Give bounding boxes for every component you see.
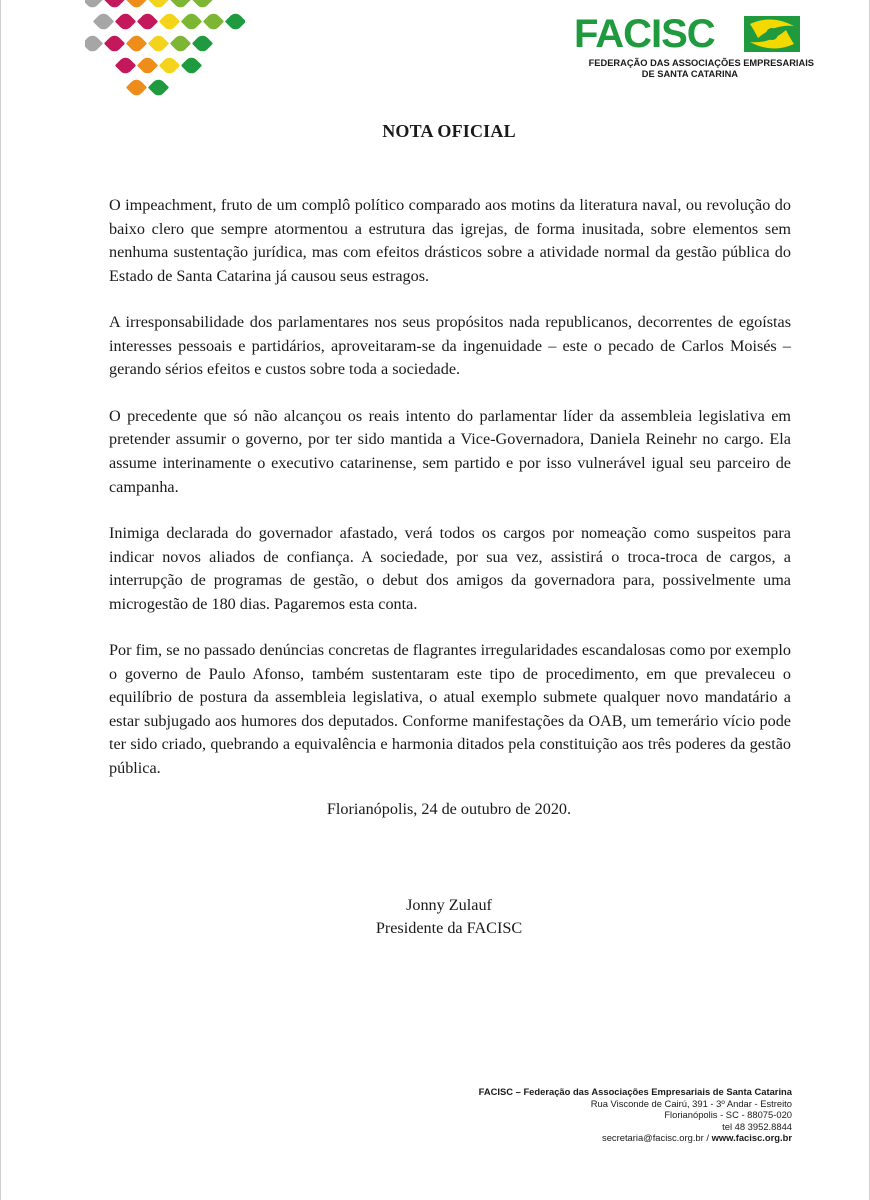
decorative-dot	[181, 55, 202, 76]
decorative-dot	[159, 55, 180, 76]
decorative-dot	[126, 0, 147, 10]
footer-contact	[479, 1132, 792, 1144]
decorative-dot	[148, 0, 169, 10]
facisc-logo	[574, 12, 814, 82]
decorative-dot	[159, 11, 180, 32]
decorative-dot	[170, 33, 191, 54]
decorative-dot	[85, 0, 103, 10]
paragraph-3: O precedente que só não alcançou os reais intento do parlamentar líder da assembleia legislativa em pretender assumir o governo, por ter sido mantida a Vice-Governadora, Daniela Reinehr no cargo. Ela assume interinamente o executivo catarinense, sem partido e por isso vulnerável igual seu parceiro de campanha.	[109, 406, 791, 496]
decorative-dot	[104, 33, 125, 54]
footer-org-name: FACISC – Federação das Associações Empresariais de Santa Catarina	[478, 1086, 792, 1097]
paragraph-4: Inimiga declarada do governador afastado, verá todos os cargos por nomeação como suspeitos para indicar novos aliados de confiança. A sociedade, por sua vez, assistirá o troca-troca de cargos, a interrupção de programas de gestão, o debut dos amigos da governadora para, possivelmente uma microgestão de 180 dias. Pagaremos esta conta.	[109, 523, 791, 613]
signature-block	[0, 894, 870, 939]
footer-email[interactable]: secretaria@facisc.org.br	[602, 1132, 704, 1144]
place-and-date: Florianópolis, 24 de outubro de 2020.	[326, 800, 572, 818]
footer-address-line2: Florianópolis - SC - 88075-020	[664, 1109, 792, 1121]
decorative-dot	[148, 33, 169, 54]
decorative-dot	[137, 11, 158, 32]
logo-wordmark: FACISC	[574, 12, 715, 56]
decorative-dot	[148, 77, 169, 96]
logo-emblem-icon	[744, 16, 800, 52]
paragraph-2: A irresponsabilidade dos parlamentares nos seus propósitos nada republicanos, decorrentes de egoístas interesses pessoais e partidários, aproveitaram-se da ingenuidade – este o pecado de Carlos Moisés – gerando sérios efeitos e custos sobre toda a sociedade.	[109, 313, 791, 379]
document-title: NOTA OFICIAL	[382, 121, 516, 141]
logo-subtitle-line1: FEDERAÇÃO DAS ASSOCIAÇÕES EMPRESARIAIS	[588, 58, 814, 68]
footer-phone: tel 48 3952.8844	[722, 1120, 792, 1132]
paragraph-1: O impeachment, fruto de um complô político comparado aos motins da literatura naval, ou revolução do baixo clero que sempre atormentou a estrutura das igrejas, de forma inusitada, sobre elementos sem nenhuma sustentação jurídica, mas com efeitos drásticos sobre a atividade normal da gestão pública do Estado de Santa Catarina já causou seus estragos.	[109, 196, 791, 285]
footer-address-line1: Rua Visconde de Cairú, 391 - 3º Andar - Estreito	[590, 1097, 792, 1109]
footer-separator: /	[703, 1132, 712, 1144]
document-body	[109, 194, 791, 803]
decorative-dot	[192, 0, 213, 10]
letterhead-footer	[479, 1086, 792, 1144]
paragraph-5: Por fim, se no passado denúncias concretas de flagrantes irregularidades escandalosas como por exemplo o governo de Paulo Afonso, também sustentaram este tipo de procedimento, em que prevaleceu o equilíbrio de postura da assembleia legislativa, o atual exemplo submete qualquer novo mandatário a estar subjugado aos humores dos deputados. Conforme manifestações da OAB, um temerário vício pode ter sido criado, quebrando a equivalência e harmonia ditados pela constituição aos três poderes da gestão pública.	[109, 641, 791, 778]
footer-website[interactable]: www.facisc.org.br	[711, 1132, 792, 1144]
decorative-dot	[225, 11, 245, 32]
decorative-dot	[85, 33, 103, 54]
decorative-dot	[115, 11, 136, 32]
decorative-dot	[137, 55, 158, 76]
decorative-dot-pattern	[85, 0, 245, 96]
decorative-dot	[115, 55, 136, 76]
decorative-dot	[192, 33, 213, 54]
decorative-dot	[170, 0, 191, 10]
decorative-dot	[181, 11, 202, 32]
decorative-dot	[104, 0, 125, 10]
decorative-dot	[93, 11, 114, 32]
decorative-dot	[203, 11, 224, 32]
signer-name: Jonny Zulauf	[406, 896, 492, 914]
logo-subtitle-line2: DE SANTA CATARINA	[641, 69, 738, 79]
decorative-dot	[126, 77, 147, 96]
signer-title: Presidente da FACISC	[375, 918, 523, 937]
decorative-dot	[126, 33, 147, 54]
